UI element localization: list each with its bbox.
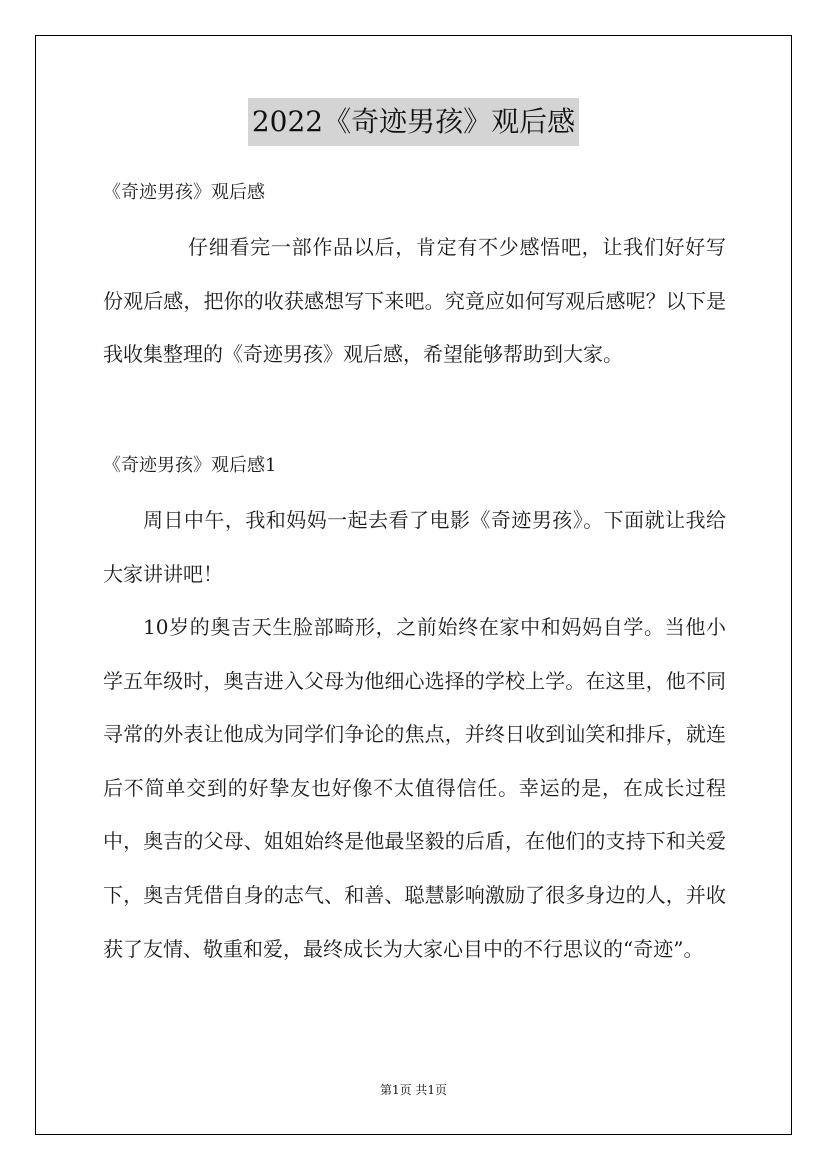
document-title: 2022《奇迹男孩》观后感: [248, 98, 579, 146]
title-container: [0, 98, 827, 146]
document-subtitle: 《奇迹男孩》观后感: [103, 182, 265, 203]
page-footer: 第1页 共1页: [379, 1083, 448, 1097]
body-paragraph-1: 周日中午，我和妈妈一起去看了电影《奇迹男孩》。下面就让我给大家讲讲吧！: [103, 508, 726, 586]
body-paragraph-2: 10岁的奥吉天生脸部畸形，之前始终在家中和妈妈自学。当他小学五年级时，奥吉进入父母为他细心选择的学校上学。在这里，他不同寻常的外表让他成为同学们争论的焦点，并终日收到讪笑和排斥，就连后不简单交到的好挚友也好像不太值得信任。幸运的是，在成长过程中，奥吉的父母、姐姐始终是他最坚毅的后盾，在他们的支持下和关爱下，奥吉凭借自身的志气、和善、聪慧影响激励了很多身边的人，并收获了友情、敬重和爱，最终成长为大家心目中的不行思议的“奇迹”。: [103, 615, 726, 961]
section-heading: 《奇迹男孩》观后感1: [103, 455, 277, 476]
intro-paragraph: 仔细看完一部作品以后，肯定有不少感悟吧，让我们好好写份观后感，把你的收获感想写下来吧。究竟应如何写观后感呢？以下是我收集整理的《奇迹男孩》观后感，希望能够帮助到大家。: [103, 235, 726, 367]
